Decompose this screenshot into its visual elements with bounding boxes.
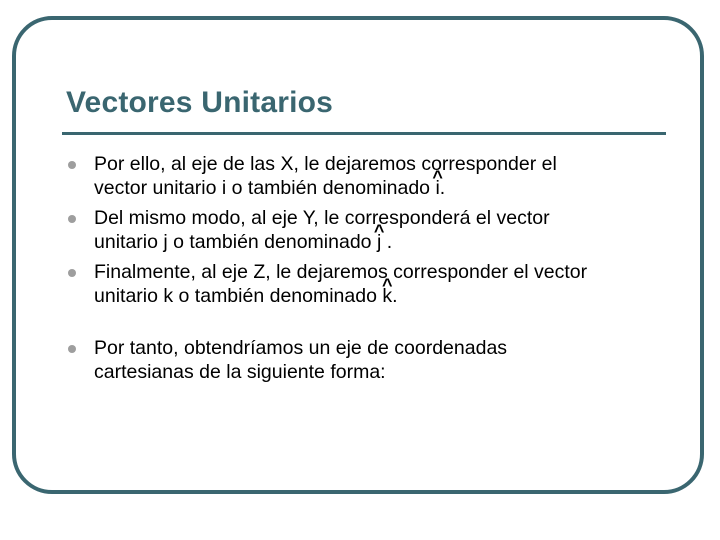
bullet-line-2-end: . <box>381 231 393 253</box>
bullet-line-2-end: . <box>392 285 398 307</box>
bullet-dot-icon <box>68 345 76 353</box>
unit-vector-hat: ^ j <box>377 230 381 254</box>
bullet-dot-icon <box>68 215 76 223</box>
bullet-line-2-end: . <box>439 177 446 199</box>
slide-title: Vectores Unitarios <box>66 86 334 119</box>
bullet-line-1: Finalmente, al eje Z, le dejaremos corresponder el vector <box>94 261 588 283</box>
unit-vector-hat: ^ k <box>382 284 392 308</box>
bullet-line-1: Del mismo modo, al eje Y, le corresponderá el vector <box>94 207 550 229</box>
bullet-line-2: unitario j o también denominado <box>94 231 377 253</box>
bullet-line-2: vector unitario i o también denominado <box>94 177 436 199</box>
bullet-line-2: cartesianas de la siguiente forma: <box>94 361 386 383</box>
bullet-item-conclusion <box>94 336 684 384</box>
bullet-item-eje-z <box>94 260 684 308</box>
bullet-line-2: unitario k o también denominado <box>94 285 383 307</box>
bullet-item-eje-x <box>94 152 684 200</box>
bullet-dot-icon <box>68 269 76 277</box>
bullet-line-1: Por ello, al eje de las X, le dejaremos corresponder el <box>94 153 557 175</box>
bullet-line-1: Por tanto, obtendríamos un eje de coordenadas <box>94 337 508 359</box>
unit-vector-hat: ^ i <box>435 176 439 200</box>
title-underline <box>62 132 666 135</box>
bullet-item-eje-y <box>94 206 684 254</box>
bullet-dot-icon <box>68 161 76 169</box>
